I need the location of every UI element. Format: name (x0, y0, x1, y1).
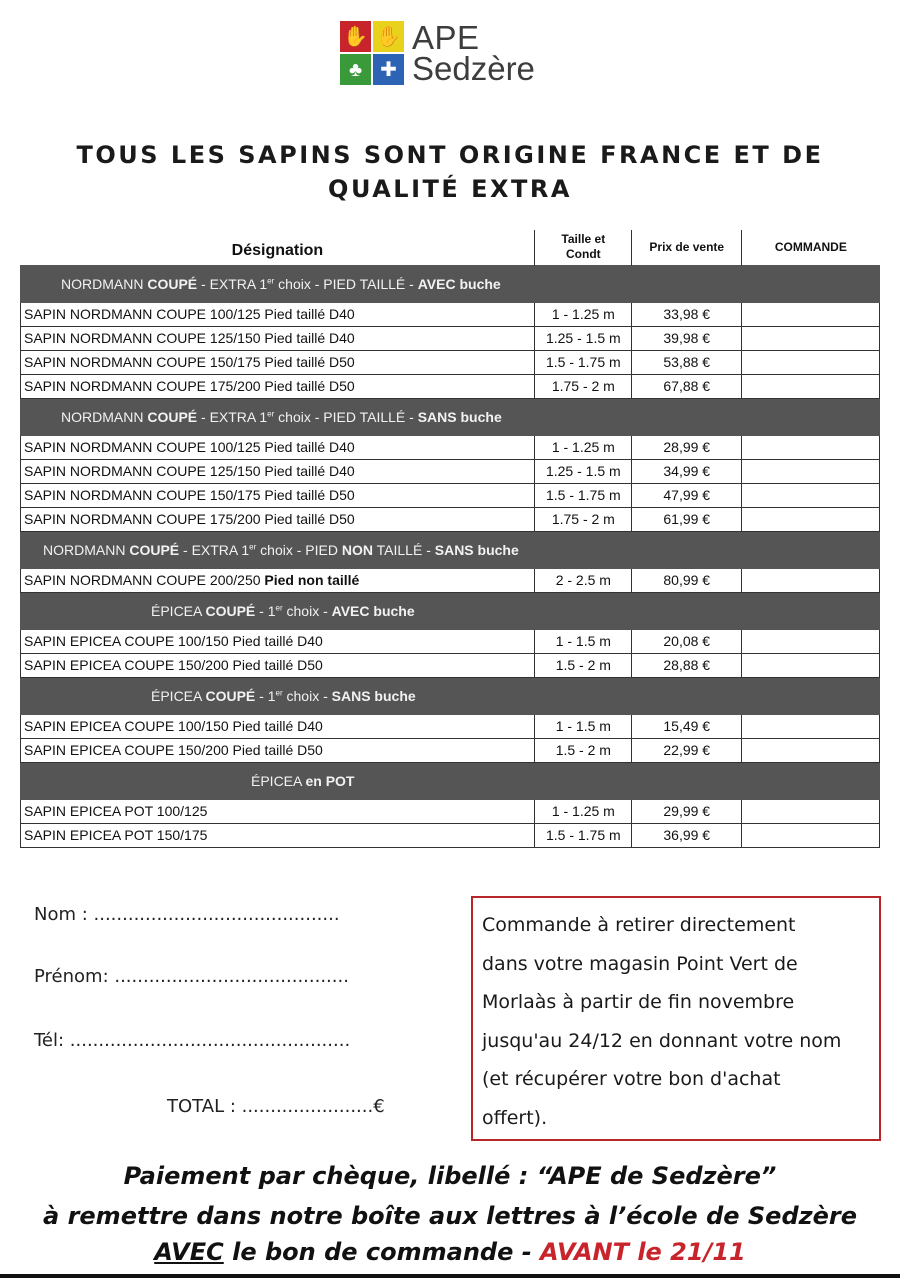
deadline-line (0, 1238, 900, 1266)
table-row (21, 738, 880, 762)
section-title-part: er (267, 408, 275, 418)
section-title-part: choix - PIED TAILLÉ - (274, 275, 418, 292)
item-price: 28,88 € (632, 653, 742, 677)
item-name (21, 568, 535, 592)
item-name (21, 507, 535, 531)
pickup-notice (471, 896, 881, 1141)
section-title-part: ÉPICEA (251, 772, 306, 789)
section-title-part: - 1 (255, 602, 276, 619)
item-name-text: SAPIN NORDMANN COUPE 100/125 Pied taillé D40 (24, 306, 355, 322)
item-size: 1.5 - 1.75 m (535, 483, 632, 507)
logo-mark (340, 21, 404, 85)
header-size-line2: Condt (566, 247, 601, 262)
section-title-part: NORDMANN (61, 275, 148, 292)
section-title-part: SANS buche (434, 541, 519, 558)
section-title-part: NORDMANN (61, 408, 148, 425)
section-title (21, 677, 880, 714)
section-title-part: - EXTRA 1 (197, 408, 268, 425)
notice-line: dans votre magasin Point Vert de (482, 952, 798, 975)
section-title-part: choix - (282, 602, 332, 619)
order-quantity-cell[interactable] (742, 483, 880, 507)
notice-line: offert). (482, 1106, 548, 1129)
table-row (21, 302, 880, 326)
item-price: 53,88 € (632, 350, 742, 374)
order-quantity-cell[interactable] (742, 350, 880, 374)
bottom-divider (0, 1274, 900, 1278)
yellow-hand-icon: ✋ (373, 21, 404, 52)
item-name-text: SAPIN NORDMANN COUPE 125/150 Pied taillé D40 (24, 330, 355, 346)
item-price: 80,99 € (632, 568, 742, 592)
section-title-part: - EXTRA 1 (179, 541, 250, 558)
item-price: 15,49 € (632, 714, 742, 738)
header-size-line1: Taille et (561, 232, 606, 247)
avec-text: AVEC (154, 1238, 224, 1266)
section-title (21, 398, 880, 435)
tel-field[interactable]: Tél: ................................................. (34, 1030, 351, 1051)
order-quantity-cell[interactable] (742, 326, 880, 350)
item-price: 36,99 € (632, 823, 742, 847)
section-title-part: COUPÉ (129, 541, 180, 558)
section-header-row (21, 592, 880, 629)
cross-flag-icon: ✚ (373, 54, 404, 85)
order-quantity-cell[interactable] (742, 714, 880, 738)
item-price: 61,99 € (632, 507, 742, 531)
order-form-text: le bon de commande - (223, 1238, 541, 1266)
item-size: 1 - 1.25 m (535, 302, 632, 326)
item-price: 47,99 € (632, 483, 742, 507)
logo-text (412, 18, 535, 87)
item-name (21, 714, 535, 738)
item-name-text: SAPIN NORDMANN COUPE 150/175 Pied taillé D50 (24, 487, 355, 503)
logo-line1: APE (412, 18, 480, 56)
item-name (21, 483, 535, 507)
payment-line: Paiement par chèque, libellé : “APE de Sedzère” (123, 1162, 777, 1190)
section-header-row (21, 398, 880, 435)
item-price: 20,08 € (632, 629, 742, 653)
section-title-part: choix - PIED TAILLÉ - (274, 408, 418, 425)
prenom-field[interactable]: Prénom: ......................................... (34, 966, 349, 987)
table-row (21, 459, 880, 483)
item-size: 1.5 - 2 m (535, 653, 632, 677)
page-title (40, 138, 860, 206)
item-name-text: SAPIN NORDMANN COUPE 150/175 Pied taillé D50 (24, 354, 355, 370)
header-size (535, 230, 632, 265)
table-row (21, 568, 880, 592)
item-size: 1.5 - 2 m (535, 738, 632, 762)
item-size: 1.25 - 1.5 m (535, 459, 632, 483)
table-row (21, 435, 880, 459)
section-title-part: COUPÉ (147, 408, 198, 425)
red-hand-icon: ✋ (340, 21, 371, 52)
item-price: 67,88 € (632, 374, 742, 398)
order-quantity-cell[interactable] (742, 653, 880, 677)
section-title-part: AVEC buche (417, 275, 501, 292)
item-size: 1.75 - 2 m (535, 374, 632, 398)
order-quantity-cell[interactable] (742, 507, 880, 531)
section-title-part: choix - PIED (256, 541, 342, 558)
total-field[interactable]: TOTAL : .......................€ (167, 1096, 385, 1117)
notice-line: jusqu'au 24/12 en donnant votre nom (482, 1029, 842, 1052)
item-name (21, 629, 535, 653)
item-size: 1.5 - 1.75 m (535, 823, 632, 847)
section-title-part: er (249, 541, 257, 551)
item-name-text: SAPIN EPICEA COUPE 150/200 Pied taillé D50 (24, 657, 323, 673)
table-row (21, 326, 880, 350)
order-quantity-cell[interactable] (742, 823, 880, 847)
item-price: 34,99 € (632, 459, 742, 483)
section-header-row (21, 762, 880, 799)
header-designation: Désignation (21, 230, 535, 265)
section-title-part: SANS buche (331, 687, 416, 704)
section-title (21, 265, 880, 302)
table-row (21, 823, 880, 847)
table-row (21, 350, 880, 374)
section-title-part: ÉPICEA (151, 687, 206, 704)
item-name (21, 350, 535, 374)
title-line1: TOUS LES SAPINS SONT ORIGINE FRANCE ET DE (76, 141, 824, 169)
table-row (21, 714, 880, 738)
table-row (21, 483, 880, 507)
order-quantity-cell[interactable] (742, 568, 880, 592)
logo-line2: Sedzère (412, 50, 535, 87)
item-name (21, 374, 535, 398)
order-quantity-cell[interactable] (742, 738, 880, 762)
section-title-part: er (275, 602, 283, 612)
order-quantity-cell[interactable] (742, 435, 880, 459)
order-quantity-cell[interactable] (742, 374, 880, 398)
deadline-text: AVANT le 21/11 (540, 1238, 746, 1266)
section-title-part: COUPÉ (205, 687, 256, 704)
ape-logo (340, 18, 570, 88)
item-name-text: SAPIN EPICEA COUPE 100/150 Pied taillé D40 (24, 718, 323, 734)
table-row (21, 629, 880, 653)
table-header-row (21, 230, 880, 265)
item-name (21, 326, 535, 350)
item-price: 29,99 € (632, 799, 742, 823)
section-header-row (21, 677, 880, 714)
table-row (21, 507, 880, 531)
item-size: 1.25 - 1.5 m (535, 326, 632, 350)
title-line2: QUALITÉ EXTRA (328, 175, 572, 203)
item-name-text: SAPIN NORDMANN COUPE 125/150 Pied taillé D40 (24, 463, 355, 479)
section-title-part: - EXTRA 1 (197, 275, 268, 292)
table-row (21, 653, 880, 677)
section-title (21, 592, 880, 629)
notice-line: Morlaàs à partir de fin novembre (482, 991, 795, 1013)
section-header-row (21, 531, 880, 568)
item-name (21, 302, 535, 326)
item-price: 39,98 € (632, 326, 742, 350)
section-title-part: AVEC buche (331, 602, 415, 619)
table-row (21, 374, 880, 398)
item-name-text: SAPIN EPICEA POT 150/175 (24, 827, 208, 843)
item-size: 1.75 - 2 m (535, 507, 632, 531)
item-price: 33,98 € (632, 302, 742, 326)
order-quantity-cell[interactable] (742, 459, 880, 483)
item-size: 1.5 - 1.75 m (535, 350, 632, 374)
section-title-part: NORDMANN (43, 541, 130, 558)
item-price: 22,99 € (632, 738, 742, 762)
item-price: 28,99 € (632, 435, 742, 459)
section-title-part: ÉPICEA (151, 602, 206, 619)
item-name (21, 435, 535, 459)
dropoff-line: à remettre dans notre boîte aux lettres à l’école de Sedzère (43, 1202, 857, 1230)
item-size: 1 - 1.25 m (535, 435, 632, 459)
order-quantity-cell[interactable] (742, 302, 880, 326)
notice-line: (et récupérer votre bon d'achat (482, 1068, 781, 1090)
table-row (21, 799, 880, 823)
item-name-text: SAPIN EPICEA COUPE 150/200 Pied taillé D50 (24, 742, 323, 758)
item-size: 1 - 1.5 m (535, 629, 632, 653)
item-name (21, 799, 535, 823)
section-header-row (21, 265, 880, 302)
item-name-text: SAPIN EPICEA POT 100/125 (24, 803, 208, 819)
green-tree-icon: ♣ (340, 54, 371, 85)
section-title-part: NON (341, 541, 374, 558)
item-name (21, 459, 535, 483)
section-title-part: er (275, 687, 283, 697)
nom-field[interactable]: Nom : ........................................... (34, 904, 340, 925)
price-table (20, 230, 880, 848)
section-title-part: choix - (282, 687, 332, 704)
item-name-text: SAPIN NORDMANN COUPE 100/125 Pied taillé D40 (24, 439, 355, 455)
header-price: Prix de vente (632, 230, 742, 265)
item-size: 1 - 1.25 m (535, 799, 632, 823)
section-title-part: TAILLÉ - (373, 541, 435, 558)
item-name (21, 653, 535, 677)
order-quantity-cell[interactable] (742, 629, 880, 653)
order-quantity-cell[interactable] (742, 799, 880, 823)
header-order: COMMANDE (742, 230, 880, 265)
item-name-text: SAPIN NORDMANN COUPE 175/200 Pied taillé D50 (24, 378, 355, 394)
section-title-part: en POT (305, 772, 355, 789)
section-title-part: - 1 (255, 687, 276, 704)
item-name (21, 738, 535, 762)
item-name-text: SAPIN EPICEA COUPE 100/150 Pied taillé D40 (24, 633, 323, 649)
section-title-part: COUPÉ (147, 275, 198, 292)
section-title-part: SANS buche (417, 408, 502, 425)
section-title-part: COUPÉ (205, 602, 256, 619)
section-title (21, 531, 880, 568)
item-size: 2 - 2.5 m (535, 568, 632, 592)
item-size: 1 - 1.5 m (535, 714, 632, 738)
item-name-bold: Pied non taillé (264, 572, 360, 588)
notice-line: Commande à retirer directement (482, 914, 796, 936)
item-name-text: SAPIN NORDMANN COUPE 175/200 Pied taillé D50 (24, 511, 355, 527)
section-title-part: er (267, 275, 275, 285)
item-name-text: SAPIN NORDMANN COUPE 200/250 (24, 572, 265, 588)
item-name (21, 823, 535, 847)
section-title (21, 762, 880, 799)
